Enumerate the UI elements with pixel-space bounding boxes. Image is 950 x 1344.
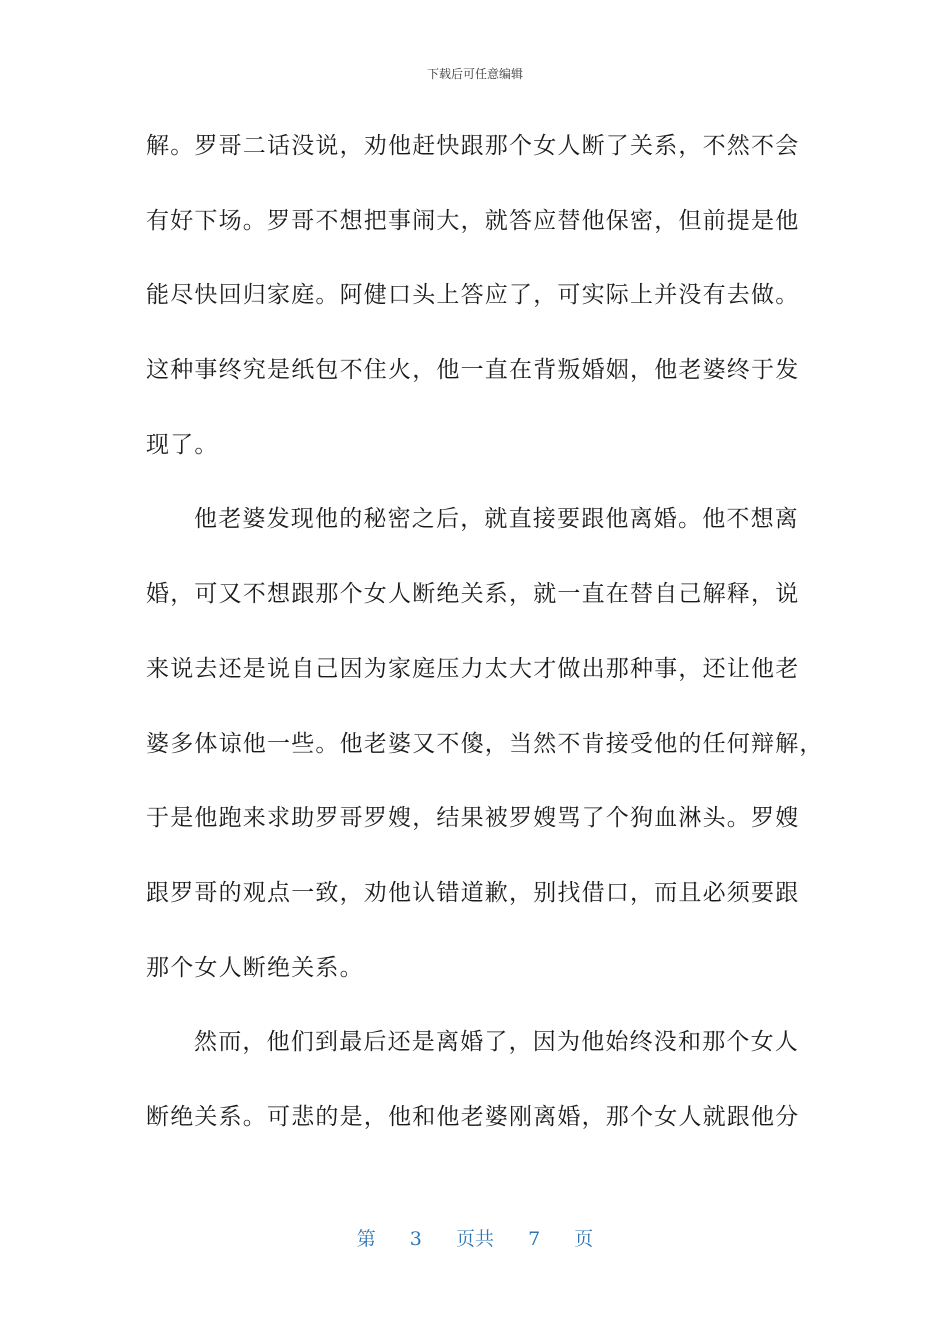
text-line: 能尽快回归家庭。阿健口头上答应了，可实际上并没有去做。 xyxy=(146,282,800,309)
footer-middle: 页共 xyxy=(455,1228,494,1250)
text-line: 于是他跑来求助罗哥罗嫂，结果被罗嫂骂了个狗血淋头。罗嫂 xyxy=(146,805,800,832)
text-line: 断绝关系。可悲的是，他和他老婆刚离婚，那个女人就跟他分 xyxy=(146,1103,800,1130)
text-line: 婚，可又不想跟那个女人断绝关系，就一直在替自己解释，说 xyxy=(146,581,800,608)
header-text: 下载后可任意编辑 xyxy=(426,67,523,81)
text-line: 来说去还是说自己因为家庭压力太大才做出那种事，还让他老 xyxy=(146,655,800,682)
footer-suffix: 页 xyxy=(574,1228,594,1250)
text-line: 跟罗哥的观点一致，劝他认错道歉，别找借口，而且必须要跟 xyxy=(146,879,800,906)
text-line: 那个女人断绝关系。 xyxy=(146,954,364,981)
text-line: 现了。 xyxy=(146,431,219,458)
total-page-count: 7 xyxy=(528,1228,541,1250)
text-line: 婆多体谅他一些。他老婆又不傻，当然不肯接受他的任何辩解， xyxy=(146,730,824,757)
text-line: 然而，他们到最后还是离婚了，因为他始终没和那个女人 xyxy=(194,1029,799,1056)
page-number-footer xyxy=(0,1226,950,1252)
page-header xyxy=(0,66,950,82)
document-body xyxy=(146,120,824,1166)
text-line: 有好下场。罗哥不想把事闹大，就答应替他保密，但前提是他 xyxy=(146,207,800,234)
current-page-number: 3 xyxy=(409,1228,422,1250)
text-line: 他老婆发现他的秘密之后，就直接要跟他离婚。他不想离 xyxy=(194,506,799,533)
text-line: 解。罗哥二话没说，劝他赶快跟那个女人断了关系，不然不会 xyxy=(146,133,800,159)
footer-prefix: 第 xyxy=(356,1228,376,1250)
text-line: 这种事终究是纸包不住火，他一直在背叛婚姻，他老婆终于发 xyxy=(146,357,800,384)
